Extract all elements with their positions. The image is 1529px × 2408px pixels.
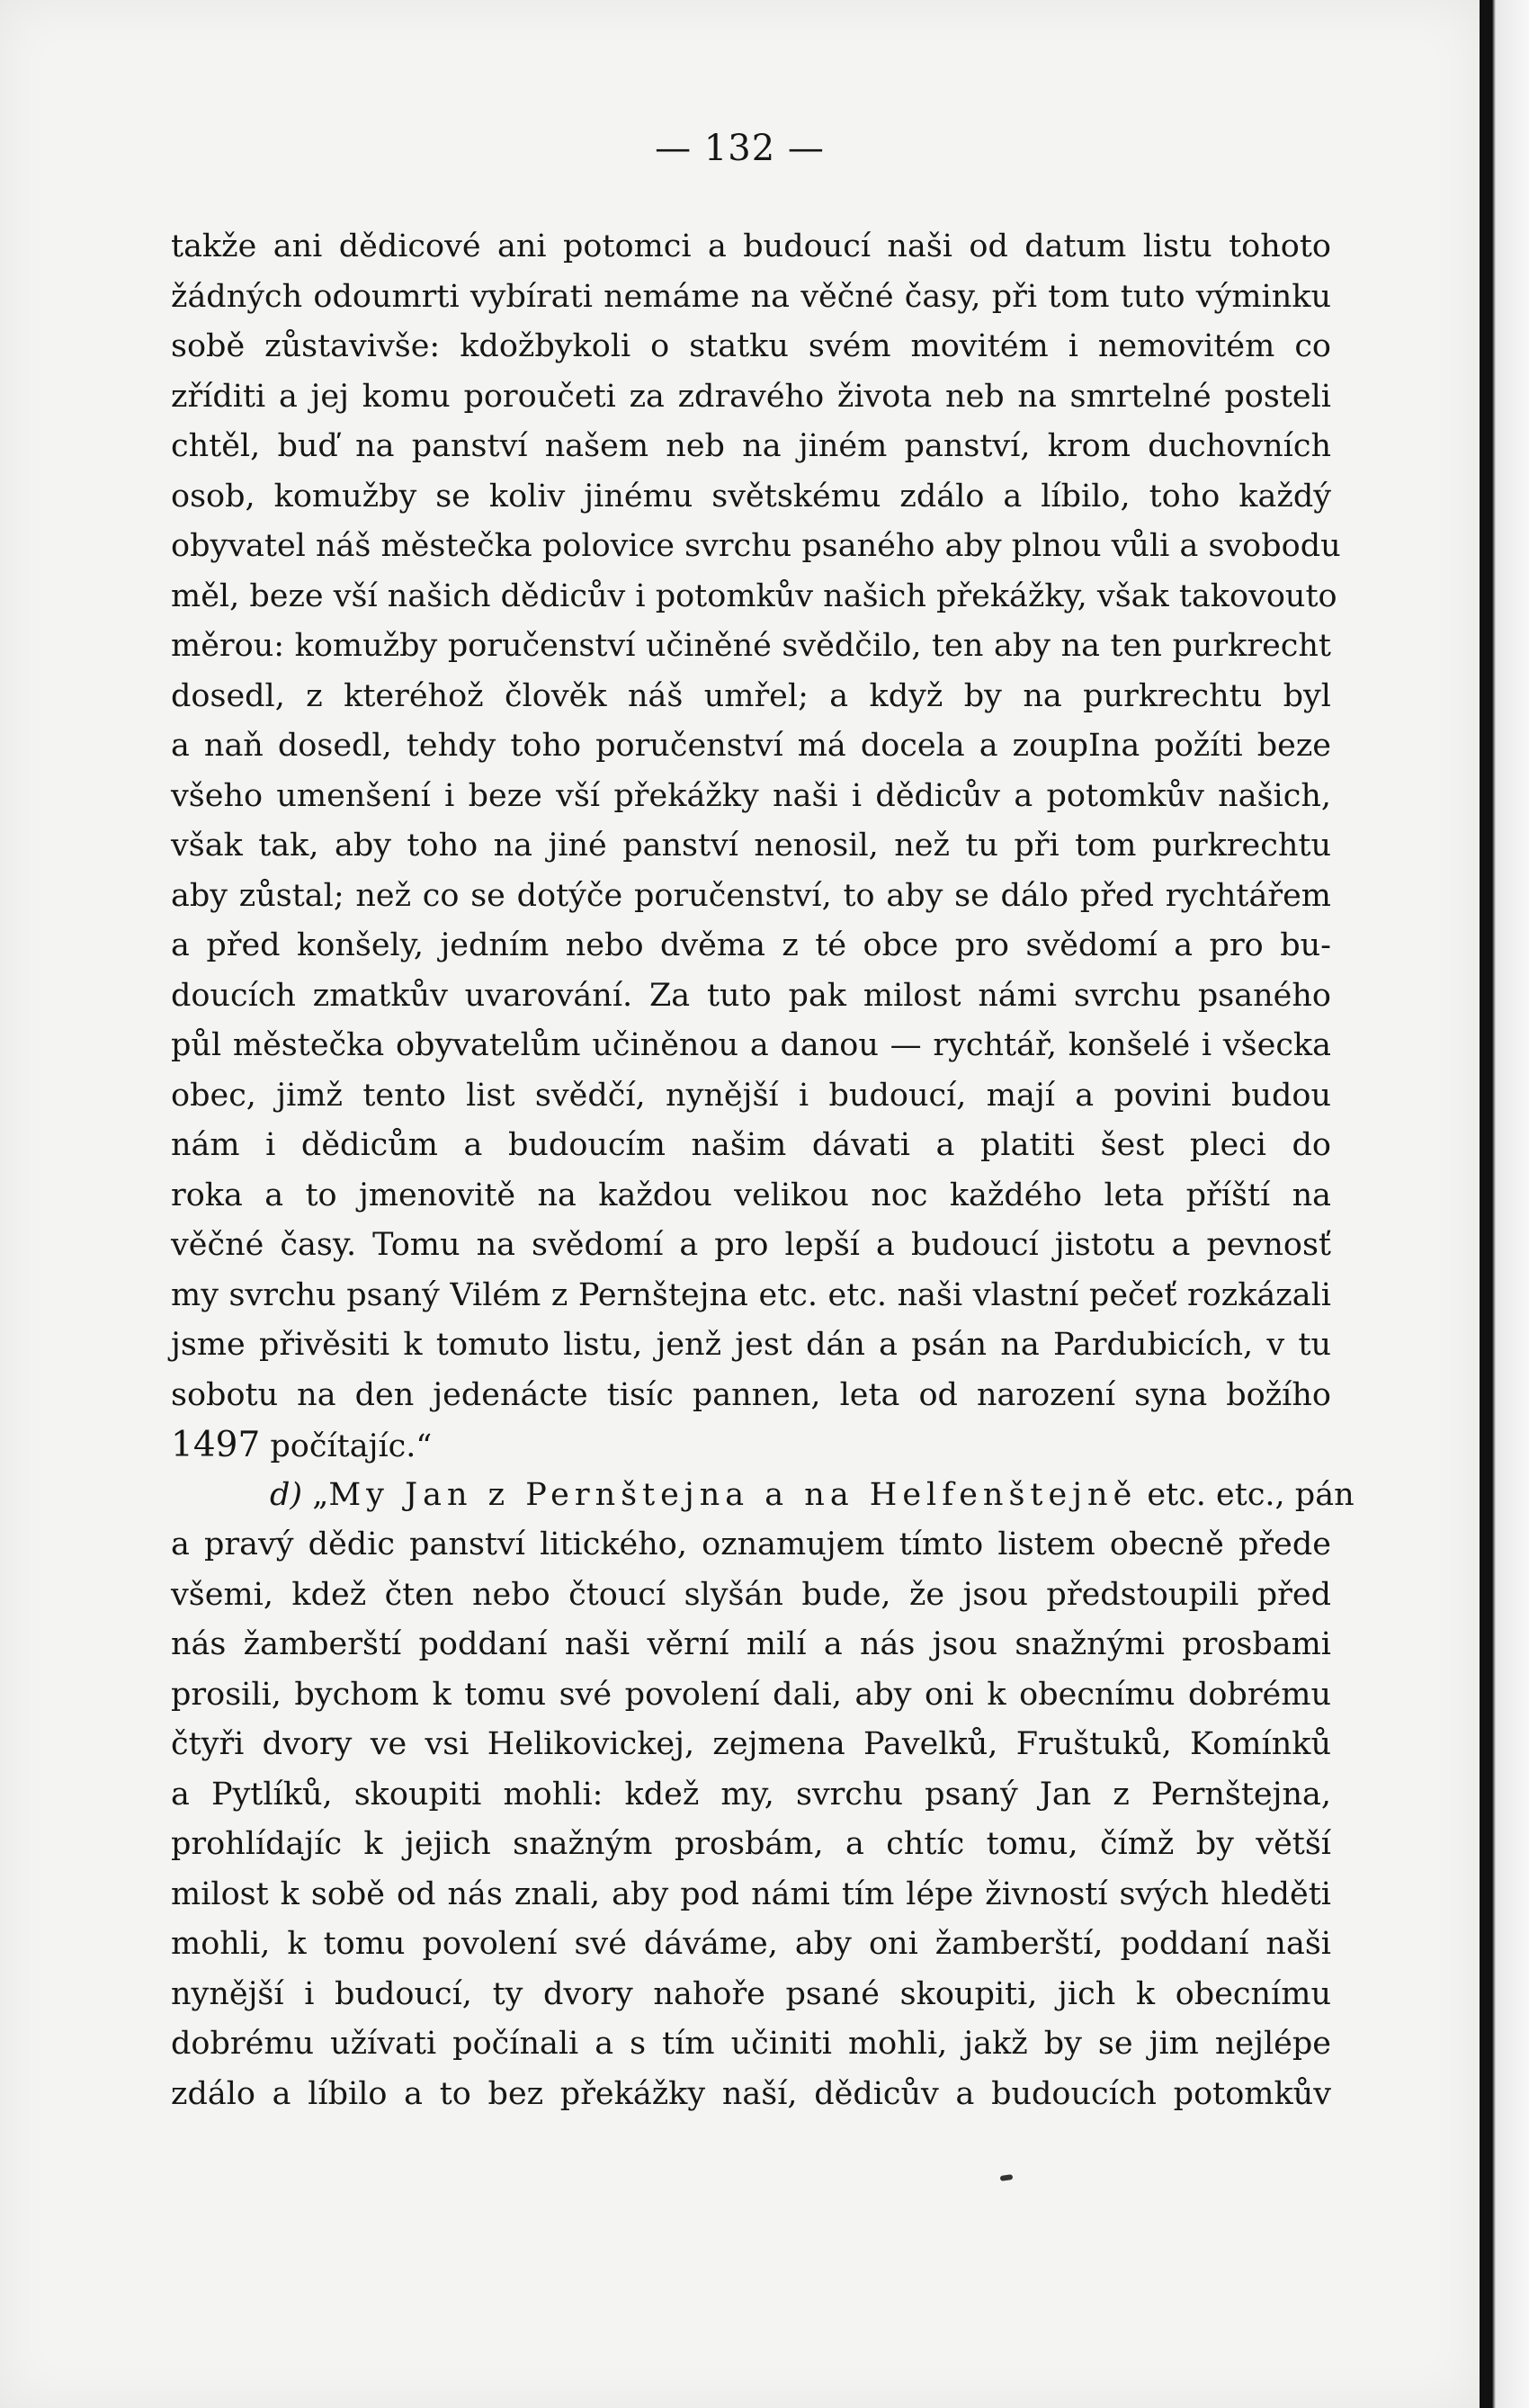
text-line: měl, beze vší našich dědicův i potomkův našich překážky, však takovouto bbox=[171, 577, 1337, 614]
text-line: a před konšely, jedním nebo dvěma z té obce pro svědomí a pro bu- bbox=[171, 927, 1331, 963]
text-line: všemi, kdež čten nebo čtoucí slyšán bude, že jsou předstoupili před bbox=[171, 1576, 1331, 1613]
text-line: prohlídajíc k jejich snažným prosbám, a chtíc tomu, čímž by větší bbox=[171, 1826, 1331, 1862]
text-line: doucích zmatkův uvarování. Za tuto pak milost námi svrchu psaného bbox=[171, 977, 1331, 1014]
text-line: sobotu na den jedenácte tisíc pannen, leta od narození syna božího bbox=[171, 1376, 1331, 1413]
text-line: aby zůstal; než co se dotýče poručenství, to aby se dálo před rychtářem bbox=[171, 877, 1331, 914]
page-edge bbox=[1480, 0, 1529, 2408]
text-line: mohli, k tomu povolení své dáváme, aby oni žamberští, poddaní naši bbox=[171, 1926, 1331, 1962]
text-line: měrou: komužby poručenství učiněné svědčilo, ten aby na ten purkrecht bbox=[171, 628, 1331, 664]
text-line: dobrému užívati počínali a s tím učiniti mohli, jakž by se jim nejlépe bbox=[171, 2026, 1331, 2062]
text-line: dosedl, z kteréhož člověk náš umřel; a když by na purkrechtu byl bbox=[171, 677, 1331, 714]
text-line: milost k sobě od nás znali, aby pod námi tím lépe živností svých hleděti bbox=[171, 1875, 1331, 1912]
text-line: nynější i budoucí, ty dvory nahoře psané skoupiti, jich k obecnímu bbox=[171, 1975, 1331, 2012]
text-line: takže ani dědicové ani potomci a budoucí naši od datum listu tohoto bbox=[171, 228, 1331, 264]
text-line: věčné časy. Tomu na svědomí a pro lepší a budoucí jistotu a pevnosť bbox=[171, 1227, 1331, 1263]
text-line: všeho umenšení i beze vší překážky naši i dědicův a potomkův našich, bbox=[171, 777, 1331, 814]
section-label: d) bbox=[270, 1476, 303, 1513]
text-line: žádných odoumrti vybírati nemáme na věčné časy, při tom tuto výminku bbox=[171, 278, 1331, 315]
text-line: chtěl, buď na panství našem neb na jiném panství, krom duchovních bbox=[171, 428, 1331, 464]
text-line: a Pytlíků, skoupiti mohli: kdež my, svrchu psaný Jan z Pernštejna, bbox=[171, 1776, 1331, 1813]
page-number: — 132 — bbox=[655, 128, 825, 169]
text-line: my svrchu psaný Vilém z Pernštejna etc. etc. naši vlastní pečeť rozkázali bbox=[171, 1276, 1331, 1313]
text-line: zdálo a líbilo a to bez překážky naší, dědicův a budoucích potomkův bbox=[171, 2075, 1331, 2112]
opening-quote: „ bbox=[302, 1476, 329, 1513]
text-line: zříditi a jej komu poroučeti za zdravého života neb na smrtelné posteli bbox=[171, 378, 1331, 415]
text-line: však tak, aby toho na jiné panství nenosil, než tu při tom purkrechtu bbox=[171, 828, 1331, 864]
text-line: a pravý dědic panství litického, oznamujem tímto listem obecně přede bbox=[171, 1526, 1331, 1562]
text-line: prosili, bychom k tomu své povolení dali, aby oni k obecnímu dobrému bbox=[171, 1676, 1331, 1713]
body-text bbox=[171, 222, 1355, 2119]
text-fragment: počítajíc.“ bbox=[260, 1428, 433, 1464]
year-number: 1497 bbox=[171, 1425, 261, 1465]
text-line: roka a to jmenovitě na každou velikou noc každého leta příští na bbox=[171, 1177, 1331, 1213]
text-line: jsme přivěsiti k tomuto listu, jenž jest dán a psán na Pardubicích, v tu bbox=[171, 1327, 1331, 1363]
text-line: a naň dosedl, tehdy toho poručenství má docela a zoupIna požíti beze bbox=[171, 728, 1331, 764]
text-line: osob, komužby se koliv jinému světskému zdálo a líbilo, toho každý bbox=[171, 478, 1331, 515]
text-fragment: etc. etc., pán bbox=[1137, 1476, 1355, 1513]
text-line: nás žamberští poddaní naši věrní milí a nás jsou snažnými prosbami bbox=[171, 1626, 1331, 1662]
spaced-name: My Jan z Pernštejna a na Helfenštejně bbox=[328, 1476, 1138, 1513]
text-line: půl městečka obyvatelům učiněnou a danou — rychtář, konšelé i všecka bbox=[171, 1027, 1331, 1063]
paragraph-start-line bbox=[171, 1471, 1355, 1521]
text-line: čtyři dvory ve vsi Helikovickej, zejmena Pavelků, Fruštuků, Komínků bbox=[171, 1726, 1331, 1762]
ink-mark bbox=[1000, 2174, 1014, 2181]
text-line-last bbox=[171, 1420, 1331, 1471]
text-line: obec, jimž tento list svědčí, nynější i budoucí, mají a povini budou bbox=[171, 1077, 1331, 1114]
text-line: obyvatel náš městečka polovice svrchu psaného aby plnou vůli a svobodu bbox=[171, 528, 1341, 564]
text-line: sobě zůstavivše: kdožbykoli o statku svém movitém i nemovitém co bbox=[171, 328, 1331, 364]
text-line: nám i dědicům a budoucím našim dávati a platiti šest pleci do bbox=[171, 1127, 1331, 1163]
